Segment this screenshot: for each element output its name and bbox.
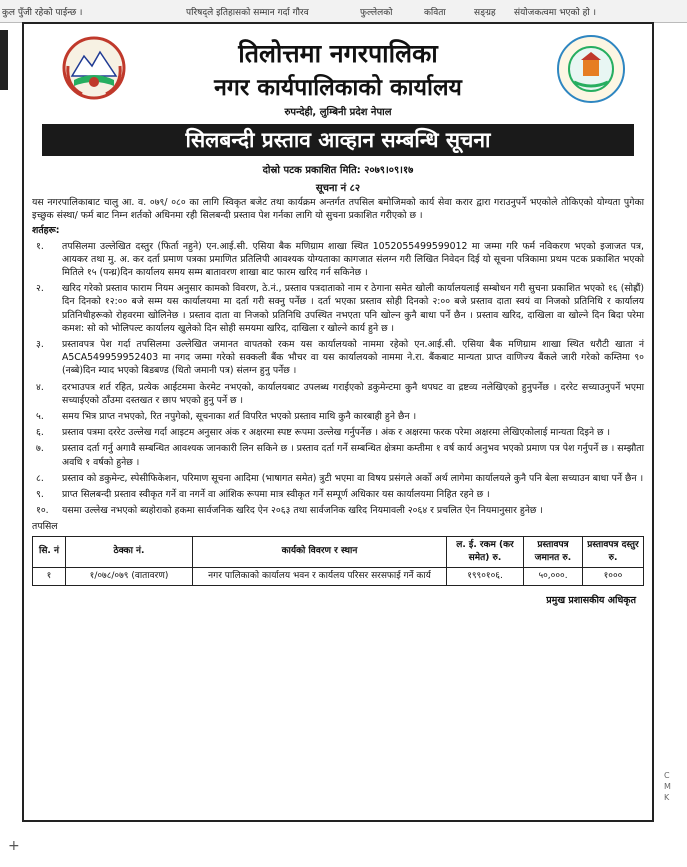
cell-fee: १००० [583, 568, 644, 586]
col-serial: सि. नं [33, 536, 66, 567]
condition-text: प्रस्ताव को डकुमेन्ट, स्पेसीफिकेशन, परिमाण सूचना आदिमा (भाषागत समेत) त्रुटी भएमा वा विषय प्रसंगले अर्को अर्थ लागेमा कार्यालयले कुनै पनि बेला सच्याउन बाधा पर्ने छैन । [62, 472, 644, 484]
intro-paragraph: यस नगरपालिकाबाट चालु आ. व. ०७९/ ०८० का लागि स्विकृत बजेट तथा कार्यक्रम अन्तर्गत तपसिल बमोजिमको कार्य सेवा करार द्वारा गराउनुपर्ने भएकोले तोकिएको योग्यता पुगेका इच्छुक संस्था/ फर्म बाट निम्न शर्तको अधिनमा रही सिलबन्दी प्रस्ताव पेश गर्नका लागि यो सुचना प्रकाशित गरीएको छ । [32, 197, 644, 222]
condition-number: ६. [36, 427, 44, 439]
condition-number: ५. [36, 411, 44, 423]
condition-item [32, 472, 644, 485]
office-location: रुपन्देही, लुम्बिनी प्रदेश नेपाल [284, 107, 392, 118]
col-estimate: ल. ई. रकम (कर समेत) रु. [447, 536, 524, 567]
municipality-name: तिलोत्तमा नगरपालिका [238, 39, 438, 68]
condition-text: प्रस्ताव दर्ता गर्नु अगावै सम्बन्धित आवश्यक जानकारी लिन सकिने छ । प्रस्ताव दर्ता गर्ने सम्बन्धित क्षेत्रमा कम्तीमा १ वर्ष कार्य अनुभव भएको प्रमाण पत्र पेश गर्नुपर्ने छ । सम्झौता अवधि १ वर्षको हुनेछ । [62, 443, 644, 468]
condition-item [32, 410, 644, 423]
condition-item [32, 442, 644, 468]
condition-text: समय भित्र प्राप्त नभएको, रित नपुगेको, सूचनाका शर्त विपरित भएको प्रस्ताव माथि कुनै कारबाही हुने छैन । [62, 411, 417, 423]
print-color-marks [664, 770, 671, 803]
cell-serial: १ [33, 568, 66, 586]
left-edge-bar [0, 30, 8, 90]
cell-estimate: १९९०१०६. [447, 568, 524, 586]
previous-page-strip [0, 0, 687, 23]
table-header-row [33, 536, 644, 567]
strip-text-2: परिषद्ले इतिहासको सम्मान गर्दा गौरव [186, 8, 309, 18]
conditions-title: शर्तहरू: [32, 225, 60, 237]
strip-text-3: फुल्लेलको [360, 8, 393, 18]
table-row [33, 568, 644, 586]
crop-mark-icon: + [8, 838, 20, 854]
condition-item [32, 338, 644, 378]
condition-text: दरभाउपत्र शर्त रहित, प्रत्येक आईटममा केरमेट नभएको, कार्यालयबाट उपलब्ध गराईएको डकुमेन्टमा कुनै थपघट वा द्रष्टव्य नलेखिएको हुनुपर्नेछ । दररेट सच्याउनुपर्ने भएमा सच्याईएको ठाँउमा दस्तखत र छाप भएको हुनु पर्ने छ । [62, 381, 644, 406]
strip-text-6: संयोजकत्वमा भएको हो । [514, 8, 596, 18]
cell-description: नगर पालिकाको कार्यालय भवन र कार्यलय परिसर सरसफाई गर्ने कार्य [193, 568, 447, 586]
print-mark-k: K [664, 793, 670, 802]
condition-item [32, 426, 644, 439]
strip-text-4: कविता [424, 8, 446, 18]
notice-banner: सिलबन्दी प्रस्ताव आव्हान सम्बन्धि सूचना [42, 124, 634, 156]
condition-text: प्रस्तावपत्र पेश गर्दा तपसिलमा उल्लेखित जमानत वापतको रकम यस कार्यालयको नाममा रहेको एन.आई.सी. एसिया बैक मणिग्राम शाखा स्थित धरौटी खाता नं A5CA549959952403 मा नगद जम्मा गरेको सक्कली बैंक भौचर वा यस कार्यालयको नाममा ने.रा. बैंकबाट मान्यता प्राप्त वाणिज्य बैंकले जारी गरेको कम्तिमा ९० (नब्बे)दिन म्याद भएको बिडबण्ड (धितो जमानी पत्र) संलग्न हुनु पर्नेछ । [62, 339, 644, 377]
notice-frame [22, 22, 654, 822]
office-name: नगर कार्यपालिकाको कार्यालय [214, 75, 462, 101]
condition-number: ३. [36, 339, 44, 351]
cell-security: ५०,०००. [524, 568, 583, 586]
col-fee: प्रस्तावपत्र दस्तुर रु. [583, 536, 644, 567]
tender-table [32, 536, 644, 587]
condition-item [32, 282, 644, 335]
print-mark-c: C [664, 771, 670, 780]
strip-text-5: सङ्ग्रह [474, 8, 496, 18]
publication-date: दोस्रो पटक प्रकाशित मिति: २०७९।०९।१७ [262, 165, 414, 176]
condition-item [32, 240, 644, 280]
condition-item [32, 488, 644, 501]
condition-number: २. [36, 283, 44, 295]
condition-number: ९. [36, 489, 44, 501]
condition-text: तपसिलमा उल्लेखित दस्तुर (फिर्ता नहुने) एन.आई.सी. एसिया बैक मणिग्राम शाखा स्थित 1052055499599012 मा जम्मा गरि फर्म नविकरण भएको इजाजत पत्र, आयकर तथा मु. अ. कर दर्ता प्रमाण पत्रका प्रमाणित प्रतिलिपी आवश्यक योग्यताका कागजात संलग्न गरी लिखित निवेदन दिई यो सूचना पत्रिकामा प्रथम पटक प्रकाशित भएको मितिले १५ (पन्ध्र)दिन कार्यालय समय सम्म बातावरण शाखा बाट फारम खरिद गर्न सकिनेछ । [62, 240, 644, 279]
condition-item [32, 381, 644, 407]
condition-number: १. [36, 240, 44, 252]
condition-number: ८. [36, 472, 44, 484]
municipality-seal-icon [556, 34, 626, 104]
condition-text: यसमा उल्लेख नभएको ब्यहोराको हकमा सार्वजनिक खरिद ऐन २०६३ तथा सार्वजनिक खरिद नियमावली २०६४ र प्रचलित ऐन नियमानुसार हुनेछ । [62, 505, 543, 517]
col-description: कार्यको विवरण र स्थान [193, 536, 447, 567]
print-mark-m: M [664, 782, 671, 791]
col-contract-no: ठेक्का नं. [66, 536, 193, 567]
appendix-title: तपसिल [32, 521, 58, 533]
cell-contract-no: १/०७८/०७९ (वातावरण) [66, 568, 193, 586]
condition-number: ७. [36, 443, 44, 455]
col-security: प्रस्तावपत्र जमानत रु. [524, 536, 583, 567]
condition-number: १०. [36, 505, 49, 517]
strip-text-1: कुल पुँजी रहेको पाईन्छ । [2, 8, 83, 18]
notice-number: सूचना नं ८२ [315, 183, 361, 194]
condition-text: खरिद गरेको प्रस्ताव फाराम नियम अनुसार कामको विवरण, ठे.नं., प्रस्ताव पत्रदाताको नाम र ठेगाना समेत खोली कार्यालयलाई सम्बोधन गरी सुचना प्रकाशित भएको १६ (सोह्रौं) दिन दिनको १२:०० बजे सम्म यस कार्यालयमा मा दर्ता गरी सक्नु पर्नेछ । दर्ता भएका प्रस्ताव सोही दिनको २:०० बजे प्रस्ताव दाता स्वयं वा निजको प्रतिनिधि र कार्यालय प्रतिनिधीहरूको रोहवरमा खोलिनेछ । प्रस्ताव दाता वा निजको प्रतिनिधि उपस्थित नभएता पनि खोल्न कुनै बाधा पर्ने छैन । प्रस्ताव खरिद, दाखिला वा खोल्ने दिन बिदा परेमा कमश: सो को भोलिपल्ट कार्यालय खुलेको दिन सोही समयमा खरिद, दाखिला र खोल्ने कार्य हुने छ । [62, 283, 644, 334]
condition-text: प्राप्त सिलबन्दी प्रस्ताव स्वीकृत गर्ने वा नगर्ने वा आंशिक रूपमा मात्र स्वीकृत गर्ने सम्पूर्ण अधिकार यस कार्यालयमा निहित रहने छ । [62, 489, 490, 501]
condition-text: प्रस्ताव पत्रमा दररेट उल्लेख गर्दा आइटम अनुसार अंक र अक्षरमा स्पष्ट रूपमा उल्लेख गर्नुपर्नेछ । अंक र अक्षरमा फरक परेमा अक्षरमा लेखिएकोलाई मान्यता दिइने छ । [62, 427, 611, 439]
condition-item [32, 504, 644, 517]
signature-title: प्रमुख प्रशासकीय अधिकृत [546, 595, 636, 607]
condition-number: ४. [36, 381, 44, 393]
notice-body [32, 196, 644, 607]
